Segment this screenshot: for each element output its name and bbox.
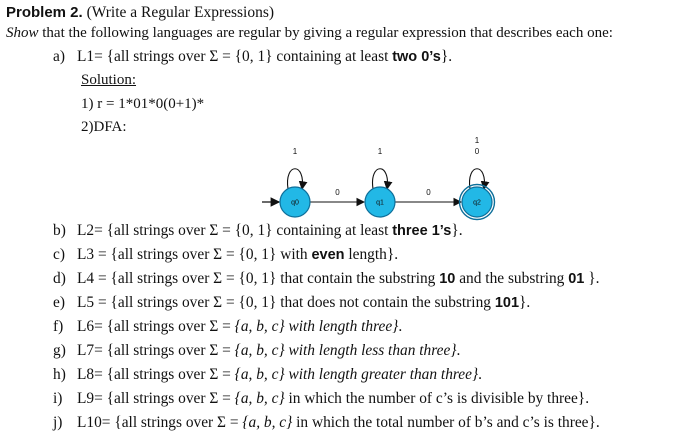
question-item <box>53 414 600 432</box>
self-loop-label: 1 <box>474 136 480 145</box>
question-text: L4 = {all strings over Σ = {0, 1} that contain the substring <box>77 270 440 287</box>
question-text: L6= {all strings over Σ = <box>77 318 235 335</box>
question-marker: i) <box>53 390 63 407</box>
question-marker: f) <box>53 318 64 335</box>
question-text: L10= {all strings over Σ = <box>77 414 243 431</box>
solution-label: Solution: <box>81 72 137 88</box>
state-label: q1 <box>376 199 384 207</box>
self-loop-label: 1 <box>377 147 383 156</box>
question-text: . <box>398 318 403 335</box>
question-marker: j) <box>53 414 63 431</box>
question-set-italic: {a, b, c} with length greater than three} <box>234 366 479 383</box>
question-emphasis: 10 <box>439 271 456 287</box>
transition-label: 0 <box>426 188 431 197</box>
intro-lead: Show <box>6 25 39 41</box>
question-text: in which the number of c’s is divisible by three}. <box>284 390 590 407</box>
question-emphasis: three 1’s <box>392 223 452 239</box>
question-text: . <box>456 342 461 359</box>
dfa-label: 2)DFA: <box>81 119 127 135</box>
self-loop-edge <box>288 169 303 189</box>
problem-title: (Write a Regular Expressions) <box>86 4 275 21</box>
question-text: }. <box>519 294 531 311</box>
problem-label: Problem 2. <box>6 4 83 21</box>
question-text: in which the total number of b’s and c’s is three}. <box>292 414 600 431</box>
question-emphasis: 01 <box>568 271 585 287</box>
question-text: length}. <box>344 246 399 263</box>
question-text: L9= {all strings over Σ = <box>77 390 235 407</box>
question-item <box>53 222 463 240</box>
regex-answer: 1) r = 1*01*0(0+1)* <box>81 96 205 112</box>
question-text: }. <box>584 270 600 287</box>
question-set-italic: {a, b, c} with length three} <box>234 318 399 335</box>
question-item <box>53 270 599 288</box>
question-text: L8= {all strings over Σ = <box>77 366 235 383</box>
question-marker: h) <box>53 366 66 383</box>
state-label: q2 <box>473 199 481 207</box>
question-emphasis: even <box>311 247 345 263</box>
intro-rest: that the following languages are regular by giving a regular expression that describes each one: <box>38 25 613 41</box>
question-text: L3 = {all strings over Σ = {0, 1} with <box>77 246 312 263</box>
question-marker: b) <box>53 222 66 239</box>
part-a-lead: L1= {all strings over Σ = {0, 1} containing at least <box>77 48 393 65</box>
question-item <box>53 342 460 360</box>
question-item <box>53 318 402 336</box>
state-label: q0 <box>291 199 299 207</box>
question-marker: g) <box>53 342 66 359</box>
question-text: L7= {all strings over Σ = <box>77 342 235 359</box>
question-item <box>53 294 530 312</box>
part-a-tail: }. <box>440 48 453 65</box>
question-marker: e) <box>53 294 65 311</box>
self-loop-label: 1 <box>292 147 298 156</box>
question-text: }. <box>451 222 463 239</box>
question-set-italic: {a, b, c} <box>234 390 285 407</box>
question-text: . <box>478 366 482 383</box>
transition-label: 0 <box>335 188 340 197</box>
question-item <box>53 246 398 264</box>
question-item <box>53 366 482 384</box>
question-emphasis: 101 <box>494 295 520 311</box>
self-loop-label: 0 <box>474 147 480 156</box>
part-a-marker: a) <box>53 48 65 65</box>
part-a-emphasis: two 0’s <box>392 49 441 65</box>
question-marker: d) <box>53 270 66 287</box>
self-loop-edge <box>373 169 388 189</box>
question-text: L2= {all strings over Σ = {0, 1} containing at least <box>77 222 393 239</box>
question-item <box>53 390 589 408</box>
question-set-italic: {a, b, c} <box>242 414 293 431</box>
question-set-italic: {a, b, c} with length less than three} <box>234 342 457 359</box>
question-marker: c) <box>53 246 65 263</box>
question-text: L5 = {all strings over Σ = {0, 1} that does not contain the substring <box>77 294 495 311</box>
question-text: and the substring <box>455 270 569 287</box>
